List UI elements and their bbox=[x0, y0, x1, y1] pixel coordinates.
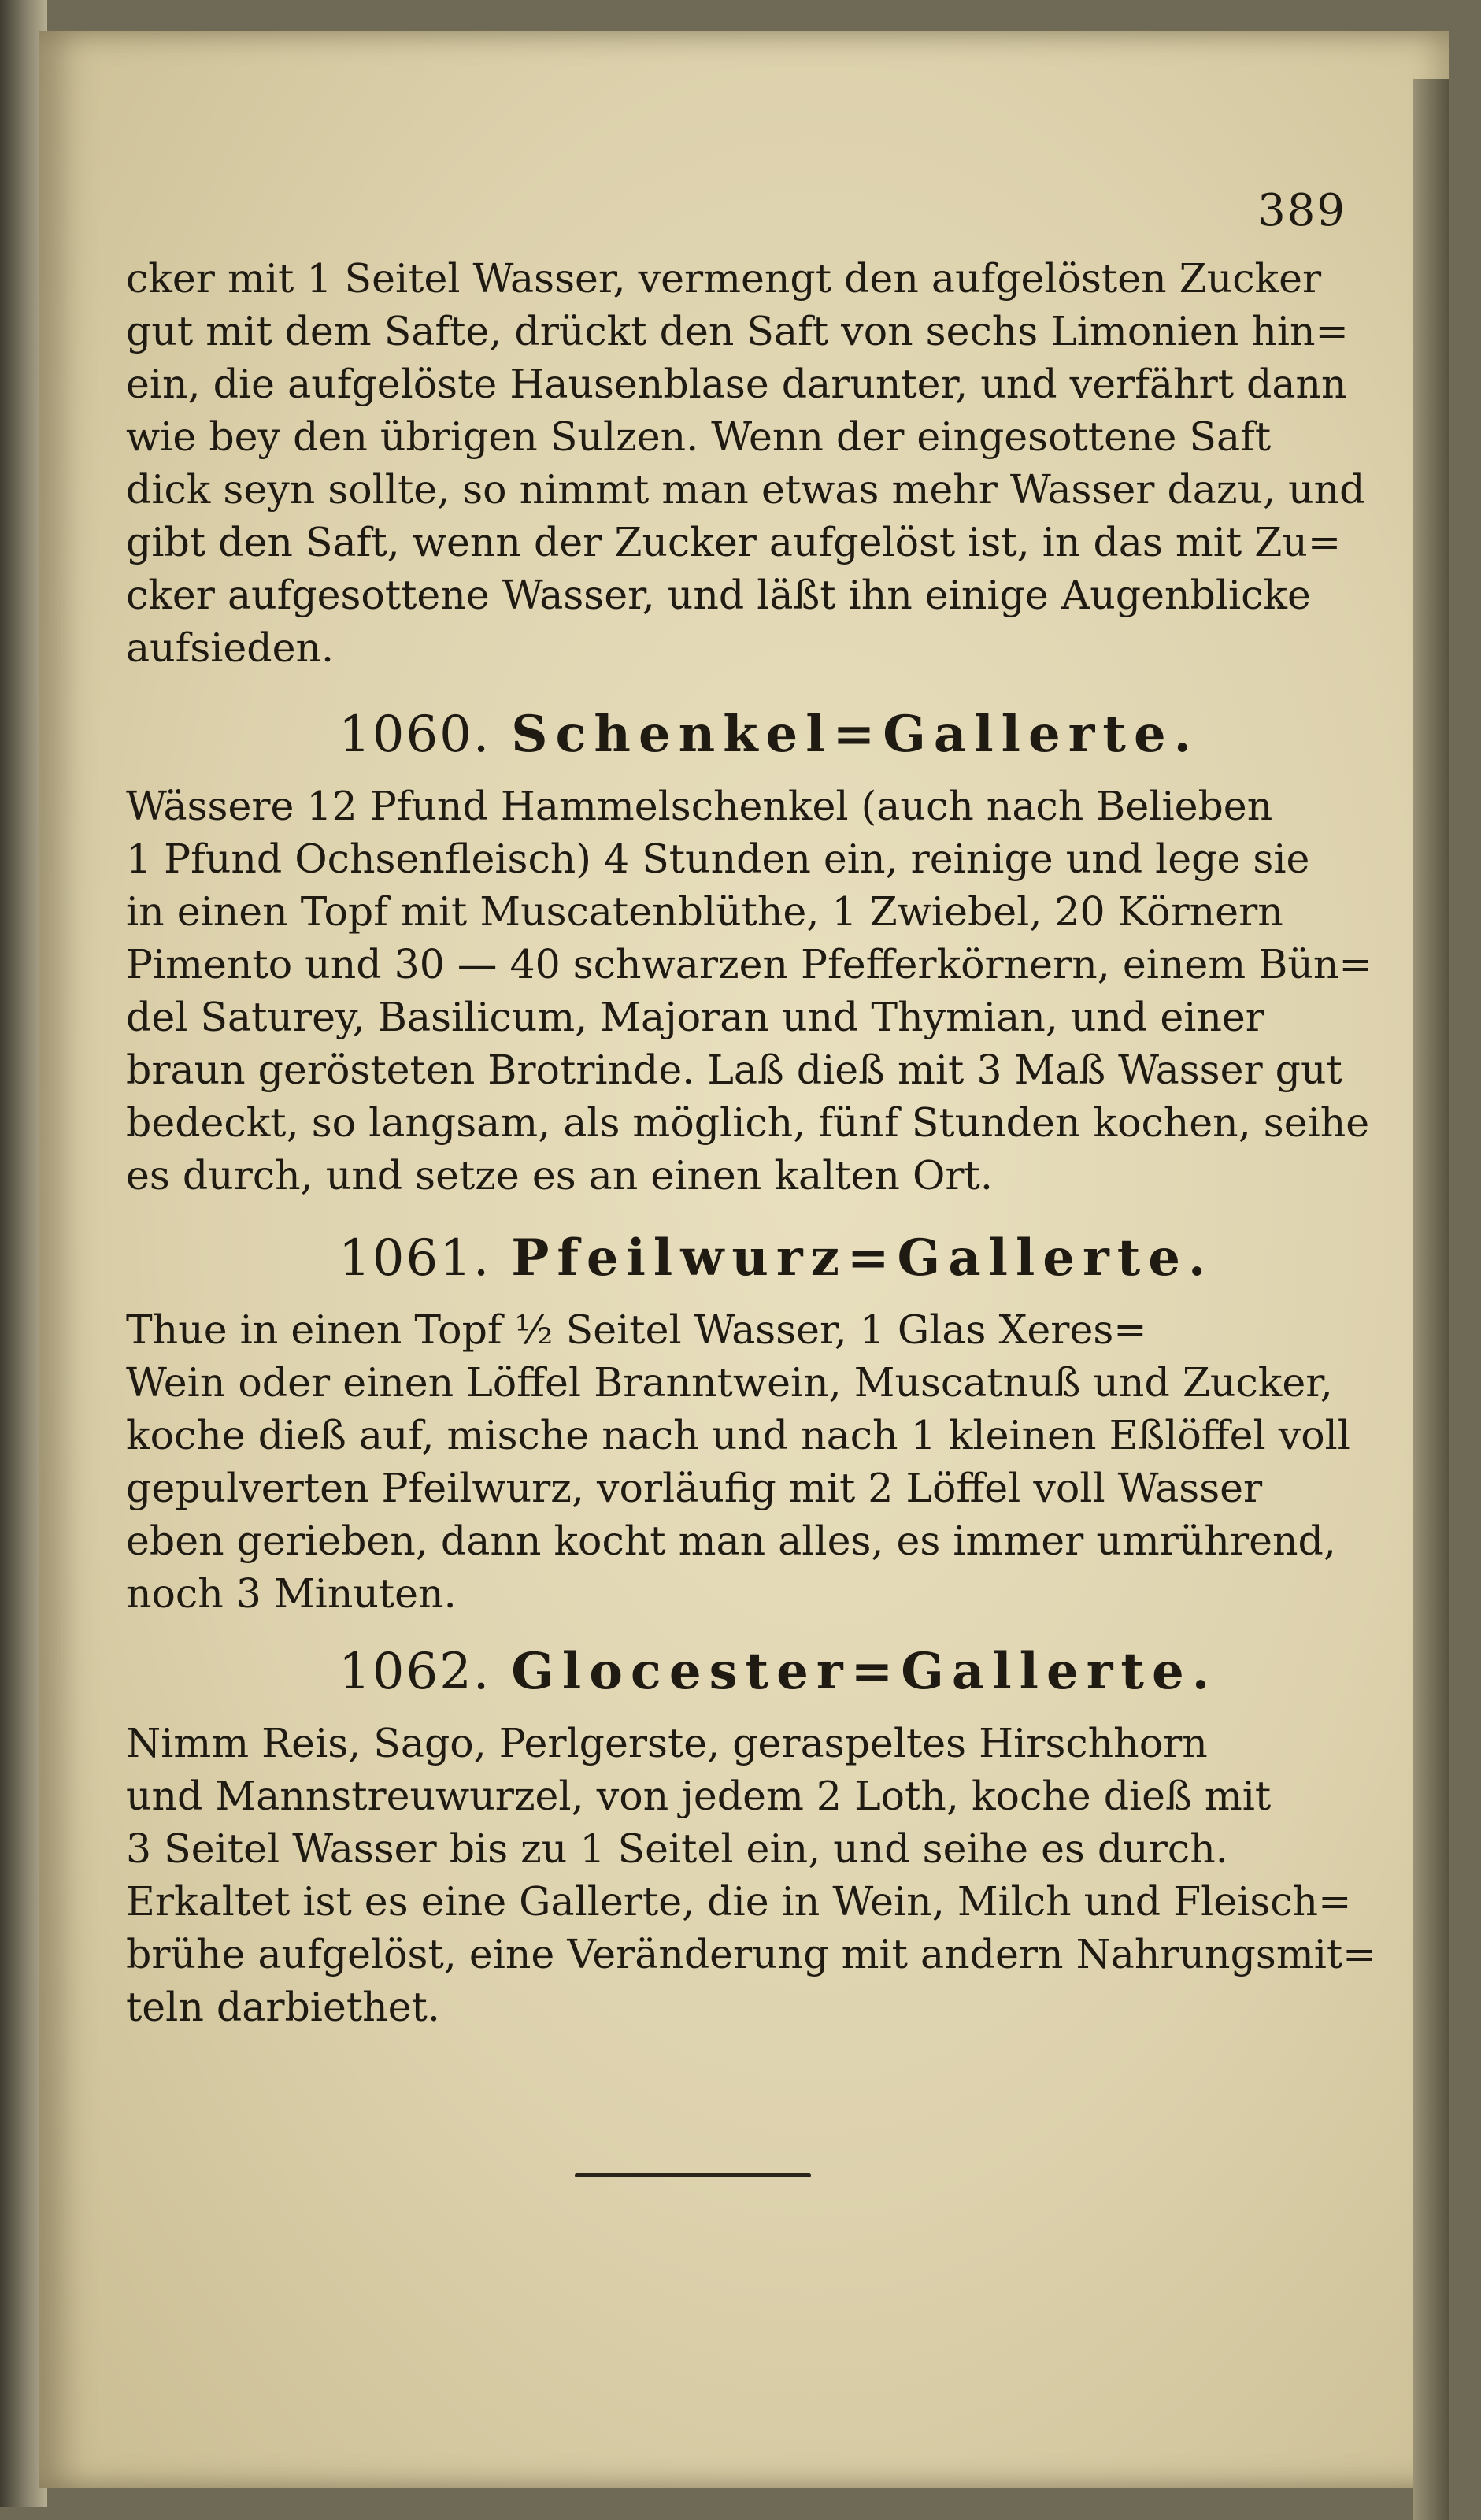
recipe-title: Glocester=Gallerte. bbox=[511, 1642, 1217, 1701]
text-line: gut mit dem Safte, drückt den Saft von sechs Limonien hin= bbox=[126, 308, 1349, 354]
text-line: teln darbiethet. bbox=[126, 1984, 440, 2030]
text-line: cker mit 1 Seitel Wasser, vermengt den aufgelösten Zucker bbox=[126, 255, 1322, 302]
text-line: 3 Seitel Wasser bis zu 1 Seitel ein, und seihe es durch. bbox=[126, 1825, 1228, 1872]
text-line: Thue in einen Topf ½ Seitel Wasser, 1 Glas Xeres= bbox=[126, 1306, 1147, 1353]
text-line: del Saturey, Basilicum, Majoran und Thymian, und einer bbox=[126, 994, 1264, 1040]
text-line: 1 Pfund Ochsenfleisch) 4 Stunden ein, reinige und lege sie bbox=[126, 836, 1310, 882]
text-line: ein, die aufgelöste Hausenblase darunter, und verfährt dann bbox=[126, 361, 1347, 407]
text-line: Wässere 12 Pfund Hammelschenkel (auch nach Belieben bbox=[126, 783, 1273, 829]
recipe-number: 1061. bbox=[339, 1229, 491, 1288]
text-line: Wein oder einen Löffel Branntwein, Muscatnuß und Zucker, bbox=[126, 1359, 1333, 1406]
text-line: koche dieß auf, mische nach und nach 1 kleinen Eßlöffel voll bbox=[126, 1412, 1350, 1458]
recipe-number: 1060. bbox=[339, 706, 491, 764]
text-line: Erkaltet ist es eine Gallerte, die in Wein, Milch und Fleisch= bbox=[126, 1878, 1352, 1925]
text-line: cker aufgesottene Wasser, und läßt ihn einige Augenblicke bbox=[126, 572, 1311, 618]
recipe-number: 1062. bbox=[339, 1643, 491, 1701]
text-line: eben gerieben, dann kocht man alles, es immer umrührend, bbox=[126, 1518, 1336, 1564]
text-line: aufsieden. bbox=[126, 624, 335, 671]
recipe-body-1060 bbox=[126, 780, 1372, 1202]
page-edge-shadow bbox=[1413, 79, 1449, 2520]
recipe-heading-1060 bbox=[339, 705, 1199, 764]
text-line: Pimento und 30 — 40 schwarzen Pfefferkörnern, einem Bün= bbox=[126, 941, 1372, 988]
closing-rule bbox=[575, 2174, 811, 2177]
recipe-title: Pfeilwurz=Gallerte. bbox=[511, 1228, 1214, 1288]
intro-paragraph bbox=[126, 252, 1365, 674]
text-line: noch 3 Minuten. bbox=[126, 1570, 457, 1617]
text-line: braun gerösteten Brotrinde. Laß dieß mit 3 Maß Wasser gut bbox=[126, 1047, 1342, 1093]
text-line: und Mannstreuwurzel, von jedem 2 Loth, koche dieß mit bbox=[126, 1773, 1272, 1819]
text-line: Nimm Reis, Sago, Perlgerste, geraspeltes Hirschhorn bbox=[126, 1720, 1208, 1766]
text-line: wie bey den übrigen Sulzen. Wenn der eingesottene Saft bbox=[126, 413, 1272, 460]
text-line: gibt den Saft, wenn der Zucker aufgelöst ist, in das mit Zu= bbox=[126, 519, 1342, 565]
recipe-heading-1062 bbox=[339, 1642, 1217, 1701]
text-line: brühe aufgelöst, eine Veränderung mit andern Nahrungsmit= bbox=[126, 1931, 1376, 1977]
text-line: dick seyn sollte, so nimmt man etwas mehr Wasser dazu, und bbox=[126, 466, 1365, 513]
recipe-body-1062 bbox=[126, 1717, 1376, 2033]
text-line: es durch, und setze es an einen kalten Ort. bbox=[126, 1152, 993, 1199]
text-line: gepulverten Pfeilwurz, vorläufig mit 2 Löffel voll Wasser bbox=[126, 1465, 1263, 1511]
book-page bbox=[39, 32, 1449, 2488]
recipe-heading-1061 bbox=[339, 1228, 1213, 1288]
recipe-title: Schenkel=Gallerte. bbox=[511, 705, 1199, 764]
page-number: 389 bbox=[1257, 185, 1346, 236]
recipe-body-1061 bbox=[126, 1303, 1354, 1620]
text-line: bedeckt, so langsam, als möglich, fünf Stunden kochen, seihe bbox=[126, 1099, 1370, 1146]
text-line: in einen Topf mit Muscatenblüthe, 1 Zwiebel, 20 Körnern bbox=[126, 888, 1283, 935]
